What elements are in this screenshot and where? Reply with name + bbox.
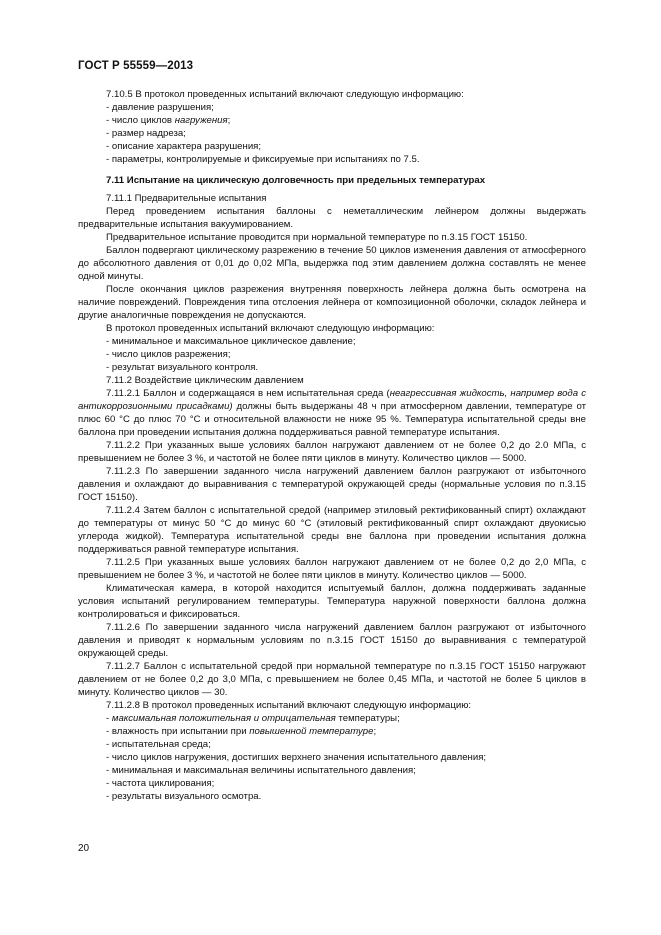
list-item: - давление разрушения; <box>106 102 214 113</box>
list-item: - число циклов разрежения; <box>106 349 231 360</box>
paragraph: Предварительное испытание проводится при нормальной температуре по п.3.15 ГОСТ 15150. <box>106 232 528 243</box>
paragraph-7-10-5: 7.10.5 В протокол проведенных испытаний включают следующую информацию: <box>106 89 464 100</box>
list-item: - влажность при испытании при повышенной температуре; <box>106 726 377 737</box>
paragraph-7-11-2-6: 7.11.2.6 По завершении заданного числа нагружений давлением баллон разгружают от избыточного давления и приводят к нормальным условиям по п.3.15 ГОСТ 15150 до выравнивания с температурой окружающей среды. <box>78 622 586 659</box>
document-header: ГОСТ Р 55559—2013 <box>78 60 194 72</box>
paragraph: Климатическая камера, в которой находится испытуемый баллон, должна поддерживать заданные условия испытаний регулированием температуры. Температура наружной поверхности баллона должна контролироваться и фиксироваться. <box>78 583 586 620</box>
paragraph-7-11-2-7: 7.11.2.7 Баллон с испытательной средой при нормальной температуре по п.3.15 ГОСТ 15150 нагружают давлением от не более 0,2 до 3,0 МПа, с превышением не более 0,45 МПа, и частотой не более 5 циклов в минуту. Количество циклов — 30. <box>78 661 586 698</box>
paragraph: В протокол проведенных испытаний включают следующую информацию: <box>106 323 435 334</box>
list-item: - частота циклирования; <box>106 778 215 789</box>
list-item: - описание характера разрушения; <box>106 141 262 152</box>
paragraph-7-11-2-8: 7.11.2.8 В протокол проведенных испытаний включают следующую информацию: <box>106 700 472 711</box>
paragraph-7-11-2-4: 7.11.2.4 Затем баллон с испытательной средой (например этиловый ректификованный спирт) охлаждают до температуры от минус 50 °С до минус 60 °С (этиловый ректификованный спирт охлаждают двуокисью углерода жидкой). Температура испытательной среды вне баллона при проведении испытания должна поддерживаться равной температуре испытания. <box>78 505 586 555</box>
section-heading-7-11: 7.11 Испытание на циклическую долговечность при предельных температурах <box>106 175 486 186</box>
paragraph-7-11-2-2: 7.11.2.2 При указанных выше условиях баллон нагружают давлением от не более 0,2 до 2.0 МПа, с превышением не более 3 %, и частотой не более пяти циклов в минуту. Количество циклов — 5000. <box>78 440 586 464</box>
paragraph: Баллон подвергают циклическому разрежению в течение 50 циклов изменения давления от атмосферного до абсолютного давления от 0,01 до 0,02 МПа, выдержка под этим давлением должна составлять не менее одной минуты. <box>78 245 586 282</box>
list-item: - испытательная среда; <box>106 739 211 750</box>
paragraph: Перед проведением испытания баллоны с неметаллическим лейнером должны выдержать предварительные испытания вакуумированием. <box>78 206 586 230</box>
page-body <box>78 88 586 803</box>
list-item: - размер надреза; <box>106 128 186 139</box>
paragraph-7-11-1: 7.11.1 Предварительные испытания <box>106 193 267 204</box>
list-item: - максимальная положительная и отрицательная температуры; <box>106 713 400 724</box>
list-item: - число циклов нагружения, достигших верхнего значения испытательного давления; <box>106 752 487 763</box>
paragraph-7-11-2: 7.11.2 Воздействие циклическим давлением <box>106 375 304 386</box>
page-number: 20 <box>78 843 90 854</box>
paragraph: После окончания циклов разрежения внутренняя поверхность лейнера должна быть осмотрена на наличие повреждений. Повреждения типа отслоения лейнера от композиционной оболочки, складок лейнера и другие аналогичные повреждения не допускаются. <box>78 284 586 321</box>
list-item: - минимальная и максимальная величины испытательного давления; <box>106 765 416 776</box>
list-item: - число циклов нагружения; <box>106 115 231 126</box>
list-item: - результат визуального контроля. <box>106 362 259 373</box>
paragraph-7-11-2-1: 7.11.2.1 Баллон и содержащаяся в нем испытательная среда (неагрессивная жидкость, например вода с антикоррозионными присадками) должны быть выдержаны 48 ч при атмосферном давлении, температуре от плюс 60 °С до плюс 70 °С и относительной влажности не ниже 95 %. Температура испытательной среды вне баллона при проведении испытания должна поддерживаться равной температуре испытания. <box>78 388 586 438</box>
list-item: - параметры, контролируемые и фиксируемые при испытаниях по 7.5. <box>106 154 420 165</box>
list-item: - минимальное и максимальное циклическое давление; <box>106 336 356 347</box>
paragraph-7-11-2-5: 7.11.2.5 При указанных выше условиях баллон нагружают давлением от не более 0,2 до 2,0 МПа, с превышением не более 3 %, и частотой не более пяти циклов в минуту. Количество циклов — 5000. <box>78 557 586 581</box>
paragraph-7-11-2-3: 7.11.2.3 По завершении заданного числа нагружений давлением баллон разгружают от избыточного давления и охлаждают до выравнивания с температурой окружающей среды (нормальные условия по п.3.15 ГОСТ 15150). <box>78 466 586 503</box>
list-item: - результаты визуального осмотра. <box>106 791 262 802</box>
